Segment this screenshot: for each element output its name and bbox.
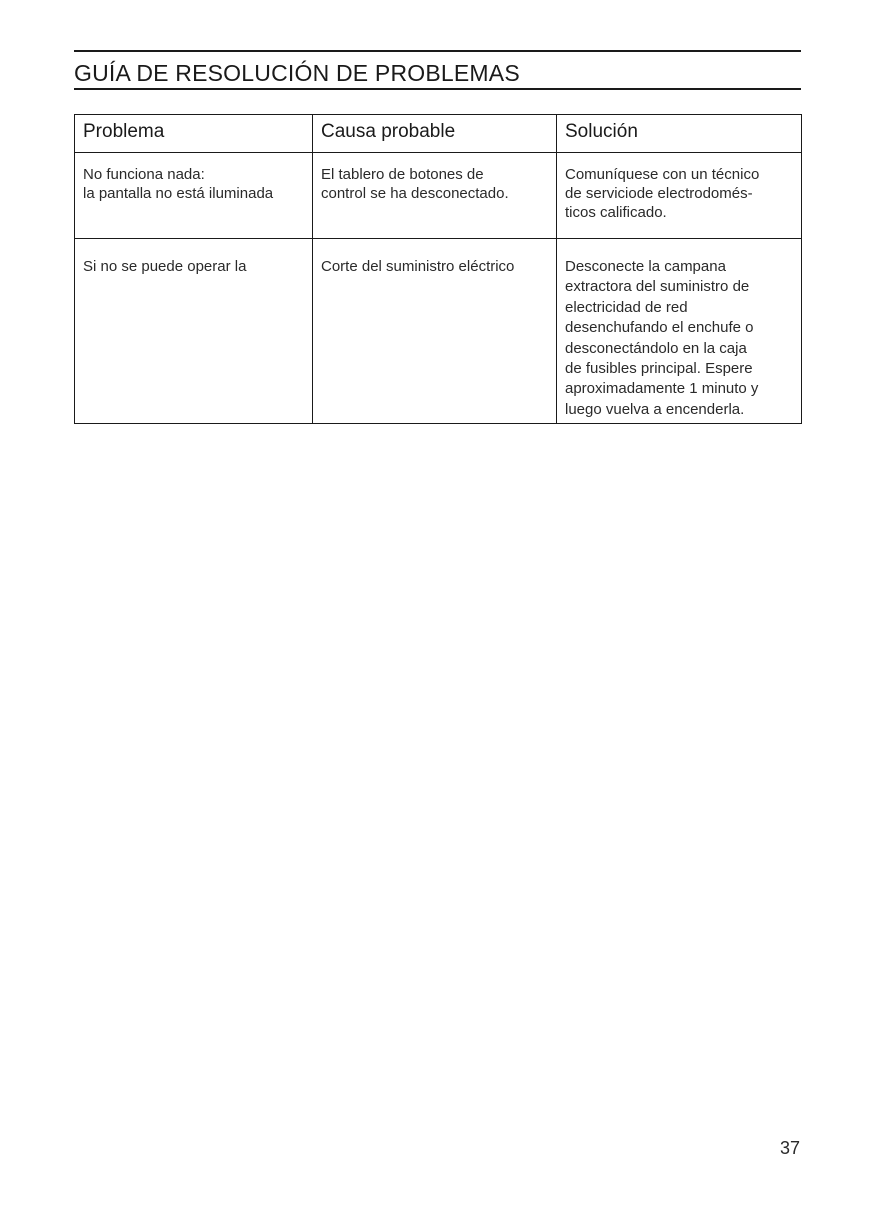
cell-cause <box>313 239 557 424</box>
cell-solution <box>557 239 802 424</box>
table-row <box>75 239 802 424</box>
column-header-problem: Problema <box>75 115 313 153</box>
column-header-solution: Solución <box>557 115 802 153</box>
cell-cause <box>313 153 557 239</box>
page-number: 37 <box>779 1138 800 1158</box>
cell-problem <box>75 239 313 424</box>
page-title: GUÍA DE RESOLUCIÓN DE PROBLEMAS <box>74 60 520 86</box>
cell-solution <box>557 153 802 239</box>
cell-problem <box>75 153 313 239</box>
cell-problem-text: No funciona nada: la pantalla no está iluminada <box>83 166 274 202</box>
table-row <box>75 153 802 239</box>
column-header-cause: Causa probable <box>313 115 557 153</box>
title-bar <box>74 50 801 90</box>
cell-solution-text: Desconecte la campana extractora del suministro de electricidad de red desenchufando el enchufe o desconectándolo en la caja de fusibles principal. Espere aproximadamente 1 minuto y luego vuelva a encenderla. <box>565 258 759 418</box>
troubleshooting-table <box>74 114 802 424</box>
cell-cause-text: Corte del suministro eléctrico <box>321 258 515 275</box>
cell-solution-text: Comuníquese con un técnico de serviciode electrodomés- ticos calificado. <box>565 166 760 221</box>
cell-cause-text: El tablero de botones de control se ha desconectado. <box>321 166 509 202</box>
cell-problem-text: Si no se puede operar la <box>83 258 247 275</box>
table-header-row <box>75 115 802 153</box>
